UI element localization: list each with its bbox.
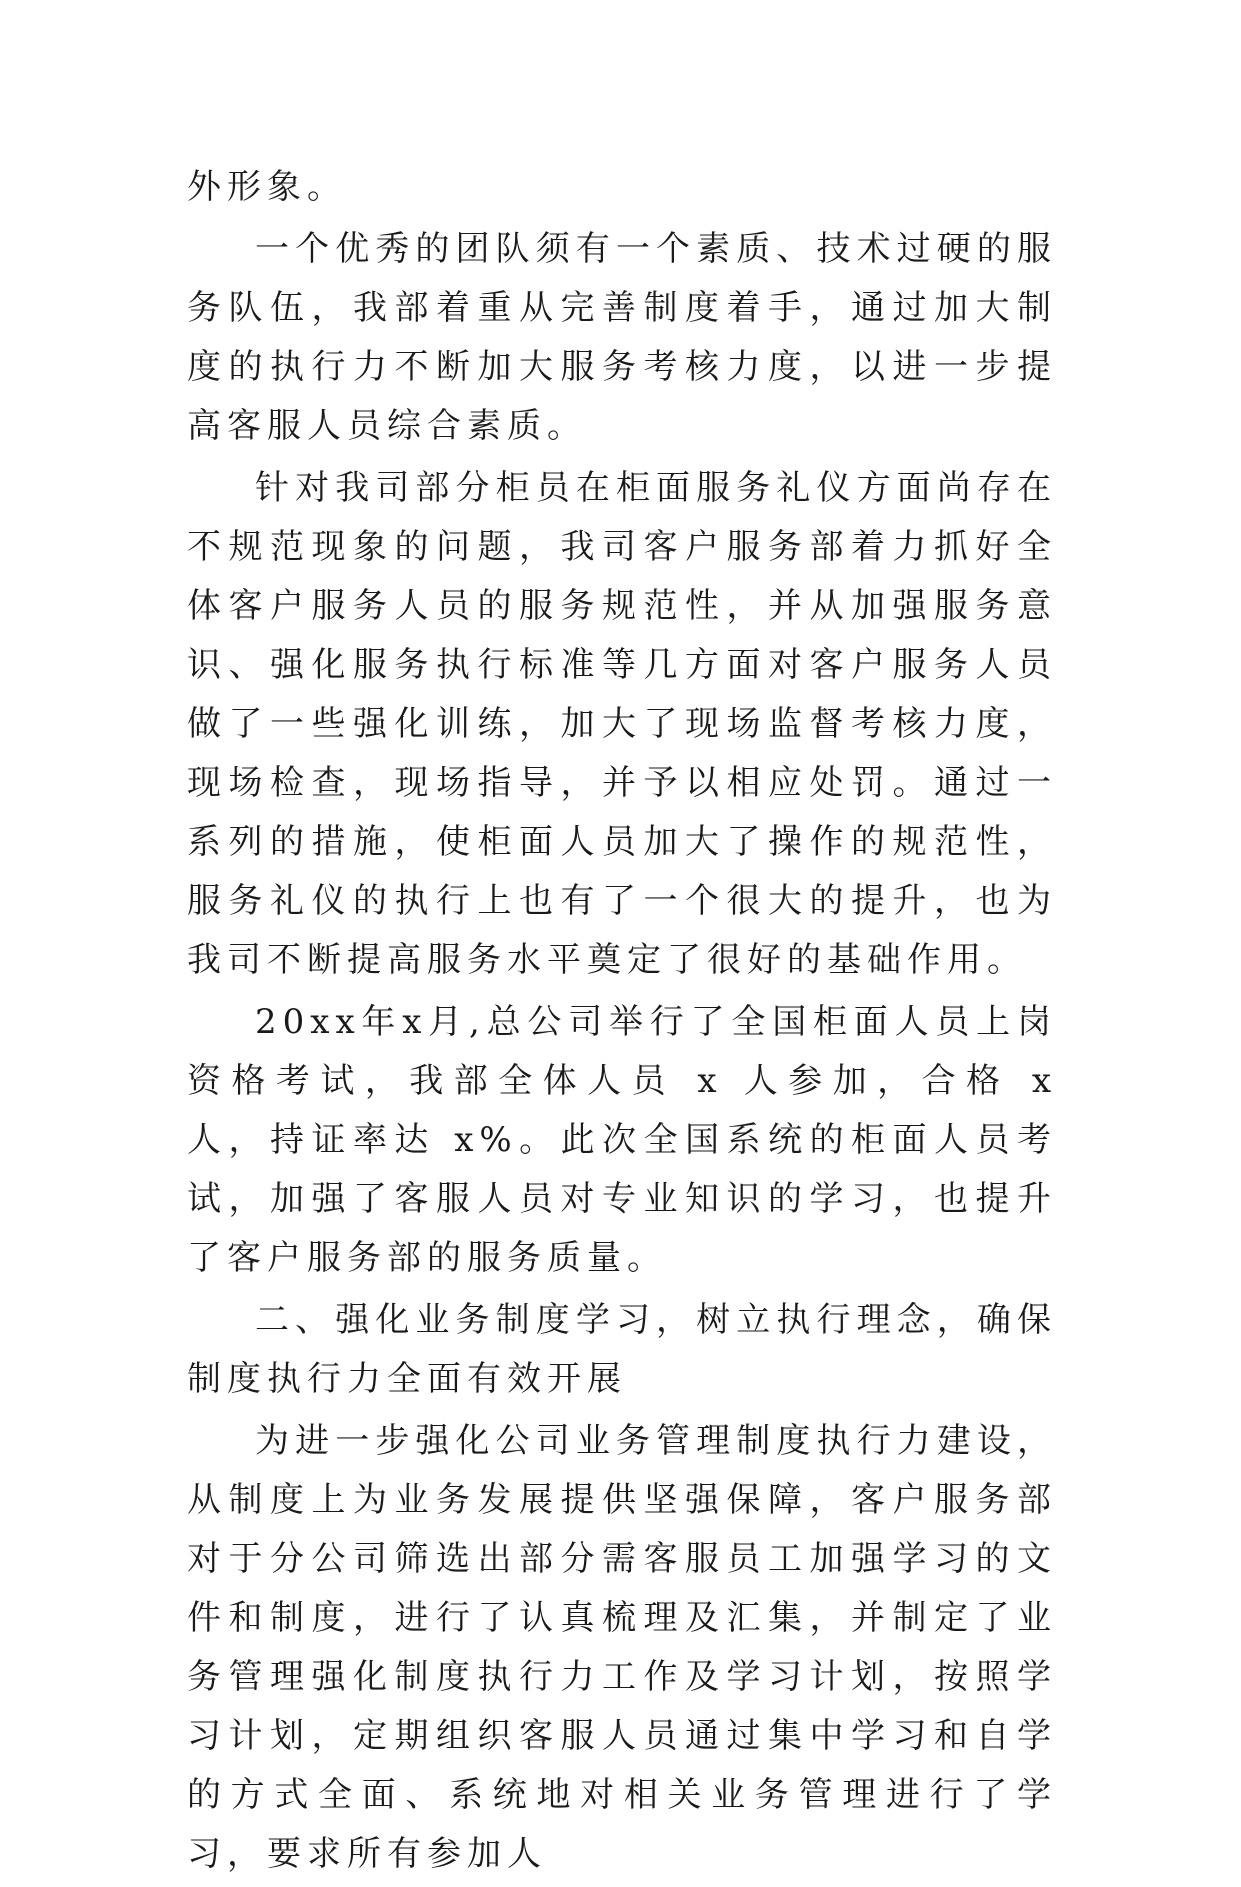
paragraph-continuation: 外形象。 [187,167,347,207]
paragraph-system-learning: 为进一步强化公司业务管理制度执行力建设，从制度上为业务发展提供坚强保障，客户服务部对于分公司筛选出部分需客服员工加强学习的文件和制度，进行了认真梳理及汇集，并制定了业务管理强化制度执行力工作及学习计划，按照学习计划，定期组织客服人员通过集中学习和自学的方式全面、系统地对相关业务管理进行了学习，要求所有参加人 [187,1421,1057,1874]
paragraph-team-quality: 一个优秀的团队须有一个素质、技术过硬的服务队伍，我部着重从完善制度着手，通过加大制度的执行力不断加大服务考核力度，以进一步提高客服人员综合素质。 [187,229,1057,446]
paragraph-qualification-exam: 20xx年x月,总公司举行了全国柜面人员上岗资格考试，我部全体人员 x 人参加，合格 x 人，持证率达 x%。此次全国系统的柜面人员考试，加强了客服人员对专业知识的学习，也提升了客户服务部的服务质量。 [187,1002,1057,1278]
paragraph-service-etiquette: 针对我司部分柜员在柜面服务礼仪方面尚存在不规范现象的问题，我司客户服务部着力抓好全体客户服务人员的服务规范性，并从加强服务意识、强化服务执行标准等几方面对客户服务人员做了一些强化训练，加大了现场监督考核力度，现场检查，现场指导，并予以相应处罚。通过一系列的措施，使柜面人员加大了操作的规范性，服务礼仪的执行上也有了一个很大的提升，也为我司不断提高服务水平奠定了很好的基础作用。 [187,468,1057,980]
section-heading-two: 二、强化业务制度学习，树立执行理念，确保制度执行力全面有效开展 [187,1300,1057,1399]
body-text [187,158,1057,1887]
